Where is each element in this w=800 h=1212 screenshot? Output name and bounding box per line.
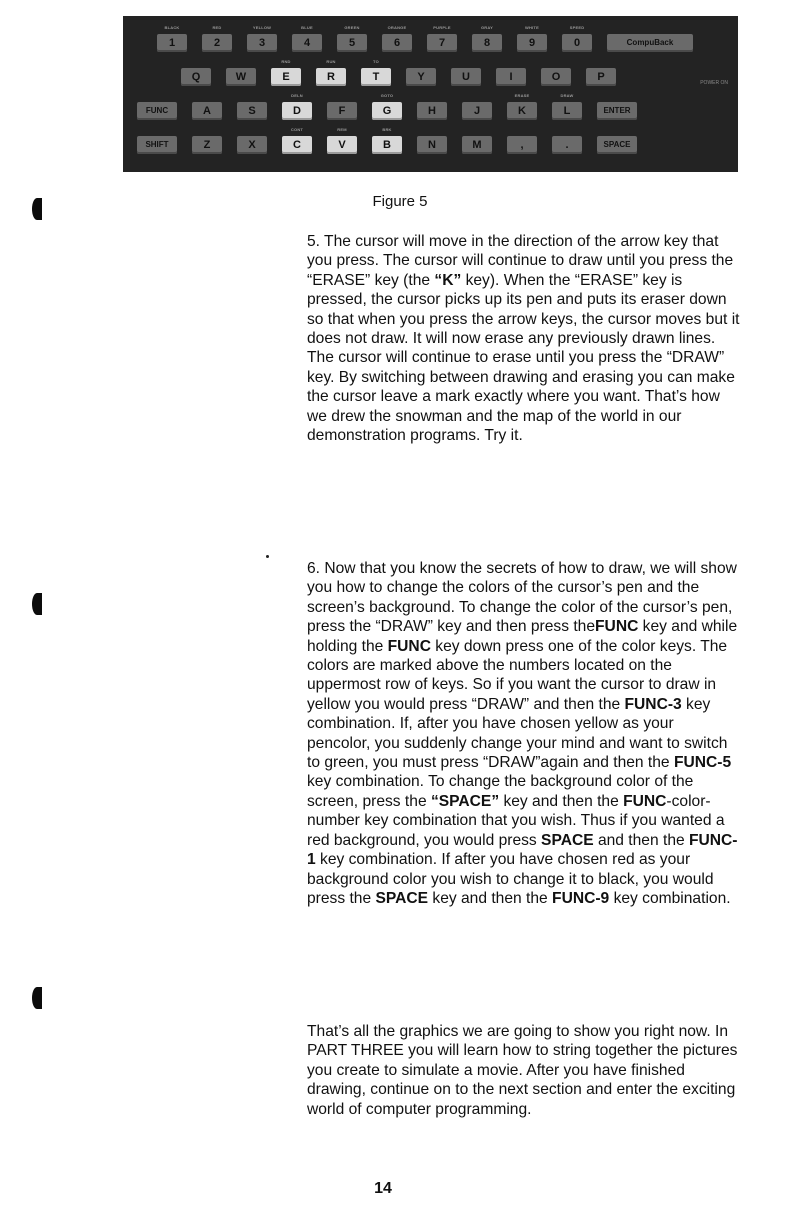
key-v	[327, 127, 357, 154]
key-label: P	[597, 71, 605, 83]
key-label: S	[248, 105, 256, 117]
key-a	[192, 102, 222, 120]
key-label: L	[563, 105, 571, 117]
key-n	[417, 136, 447, 154]
key-label: 0	[573, 37, 581, 49]
keyboard-row-numbers	[123, 25, 738, 68]
key-3	[247, 25, 277, 52]
paragraph-step-5: 5. The cursor will move in the direction of the arrow key that you press. The cursor will continue to draw until you press the “ERASE” key (the “K” key). When the “ERASE” key is pressed, the cursor picks up its pen and puts its eraser down so that when you press the arrow keys, the cursor moves but it does not draw. It will now erase any previously drawn lines. The cursor will continue to erase until you press the “DRAW” key. By switching between drawing and erasing you can make the cursor leave a mark exactly where you want. That’s how we drew the snowman and the map of the world in our demonstration programs. Try it.	[307, 233, 740, 445]
key-s	[237, 102, 267, 120]
key-legend: RUN	[326, 59, 336, 64]
key-legend: SPEED	[569, 25, 585, 30]
key-label: C	[293, 139, 301, 151]
key-legend: BLUE	[301, 25, 313, 30]
key-2	[202, 25, 232, 52]
key-legend: BRK	[382, 127, 392, 132]
key-label: 1	[168, 37, 176, 49]
key-label: .	[565, 139, 569, 151]
key-o	[541, 68, 571, 86]
key-label: W	[235, 71, 247, 83]
key-label: I	[509, 71, 513, 83]
bold-key-term: FUNC-9	[552, 889, 610, 907]
key-label: CompuBack	[626, 38, 674, 47]
key-label: 3	[258, 37, 266, 49]
key-y	[406, 68, 436, 86]
key-compuback	[607, 34, 693, 52]
key-r	[316, 59, 346, 86]
key-p	[586, 68, 616, 86]
bold-key-term: FUNC	[623, 792, 667, 810]
key-i	[496, 68, 526, 86]
key-label: F	[338, 105, 346, 117]
key-label: 7	[438, 37, 446, 49]
key-space	[597, 136, 637, 154]
bold-key-term: FUNC-5	[673, 754, 732, 772]
key-7	[427, 25, 457, 52]
key-x	[237, 136, 267, 154]
key-label: H	[428, 105, 436, 117]
key-label: Q	[191, 71, 201, 83]
paragraph-closing: That’s all the graphics we are going to show you right now. In PART THREE you will learn how to string together the pictures you create to simulate a movie. After you have finished drawing, continue on to the next section and enter the exciting world of computer programming.	[307, 1023, 738, 1118]
key-legend: RND	[281, 59, 291, 64]
key-q	[181, 68, 211, 86]
key-h	[417, 102, 447, 120]
key-f	[327, 102, 357, 120]
bold-key-term: FUNC-1	[307, 831, 738, 869]
key-w	[226, 68, 256, 86]
key-label: SHIFT	[145, 140, 169, 149]
key-label: G	[382, 105, 392, 117]
key-	[507, 136, 537, 154]
key-label: J	[473, 105, 481, 117]
key-4	[292, 25, 322, 52]
key-legend: TO	[373, 59, 379, 64]
key-label: 5	[348, 37, 356, 49]
bold-key-term: SPACE	[375, 889, 429, 907]
key-legend: REM	[337, 127, 347, 132]
key-label: 4	[303, 37, 311, 49]
keyboard-row-qwerty	[123, 59, 738, 102]
key-t	[361, 59, 391, 86]
key-legend: BLACK	[164, 25, 180, 30]
stray-dot	[266, 555, 269, 558]
key-legend: CONT	[290, 127, 304, 132]
key-label: Z	[203, 139, 211, 151]
binder-hole-mark	[32, 593, 42, 615]
key-label: FUNC	[145, 106, 169, 115]
key-label: D	[293, 105, 301, 117]
bold-key-term: FUNC	[595, 618, 639, 636]
key-z	[192, 136, 222, 154]
paragraph-step-6: 6. Now that you know the secrets of how to draw, we will show you how to change the colors of the cursor’s pen and the screen’s background. To change the color of the cursor’s pen, press the “DRAW” key and then press theFUNC key and while holding the FUNC key down press one of the color keys. The colors are marked above the numbers located on the uppermost row of keys. So if you want the cursor to draw in yellow you would press “DRAW” and then the FUNC-3 key combination. If, after you have chosen yellow as your pencolor, you suddenly change your mind and want to switch to green, you must press “DRAW”again and then the FUNC-5 key combination. To change the background color of the screen, press the “SPACE” key and then the FUNC-color-number key combination that you wish. Thus if you wanted a red background, you would press SPACE and then the FUNC-1 key combination. If after you have chosen red as your background color you wish to change it to black, you would press the SPACE key and then the FUNC-9 key combination.	[307, 560, 738, 907]
key-label: T	[372, 71, 380, 83]
key-j	[462, 102, 492, 120]
key-label: 8	[483, 37, 491, 49]
bold-key-term: FUNC	[387, 637, 431, 655]
key-label: B	[383, 139, 391, 151]
bold-key-term: “K”	[434, 271, 462, 289]
key-legend: RED	[212, 25, 222, 30]
key-legend: DRAW	[560, 93, 574, 98]
power-on-label: POWER ON	[700, 80, 728, 86]
key-legend: GRAY	[481, 25, 493, 30]
key-label: V	[338, 139, 346, 151]
keyboard-figure	[123, 16, 738, 172]
key-legend: PURPLE	[433, 25, 451, 30]
key-label: K	[518, 105, 526, 117]
key-5	[337, 25, 367, 52]
key-func	[137, 102, 177, 120]
key-legend: GREEN	[344, 25, 360, 30]
key-legend: ORANGE	[387, 25, 407, 30]
key-legend: YELLOW	[252, 25, 272, 30]
keyboard-row-asdf	[123, 93, 738, 136]
key-e	[271, 59, 301, 86]
key-label: Y	[417, 71, 425, 83]
key-u	[451, 68, 481, 86]
key-label: 2	[213, 37, 221, 49]
key-m	[462, 136, 492, 154]
key-label: E	[282, 71, 290, 83]
figure-caption: Figure 5	[372, 193, 428, 210]
key-label: ,	[520, 139, 524, 151]
key-0	[562, 25, 592, 52]
key-label: N	[428, 139, 436, 151]
key-6	[382, 25, 412, 52]
key-legend: WHITE	[525, 25, 539, 30]
bold-key-term: “SPACE”	[430, 792, 500, 810]
page-number: 14	[374, 1180, 392, 1197]
key-shift	[137, 136, 177, 154]
keyboard-row-zxcv	[123, 127, 738, 170]
key-label: X	[248, 139, 256, 151]
key-label: ENTER	[603, 106, 631, 115]
key-b	[372, 127, 402, 154]
key-legend: ERASE	[514, 93, 530, 98]
key-c	[282, 127, 312, 154]
key-legend: GOTO	[380, 93, 394, 98]
key-	[552, 136, 582, 154]
bold-key-term: SPACE	[541, 831, 594, 849]
key-d	[282, 93, 312, 120]
key-label: O	[551, 71, 561, 83]
key-label: A	[203, 105, 211, 117]
key-enter	[597, 102, 637, 120]
key-label: 9	[528, 37, 536, 49]
key-label: M	[472, 139, 482, 151]
binder-hole-mark	[32, 987, 42, 1009]
key-8	[472, 25, 502, 52]
bold-key-term: FUNC-3	[624, 695, 682, 713]
key-k	[507, 93, 537, 120]
key-label: U	[462, 71, 470, 83]
key-l	[552, 93, 582, 120]
key-label: SPACE	[603, 140, 631, 149]
key-g	[372, 93, 402, 120]
binder-hole-mark	[32, 198, 42, 220]
key-9	[517, 25, 547, 52]
key-legend: DELN	[291, 93, 303, 98]
key-label: R	[327, 71, 335, 83]
key-1	[157, 25, 187, 52]
key-label: 6	[393, 37, 401, 49]
